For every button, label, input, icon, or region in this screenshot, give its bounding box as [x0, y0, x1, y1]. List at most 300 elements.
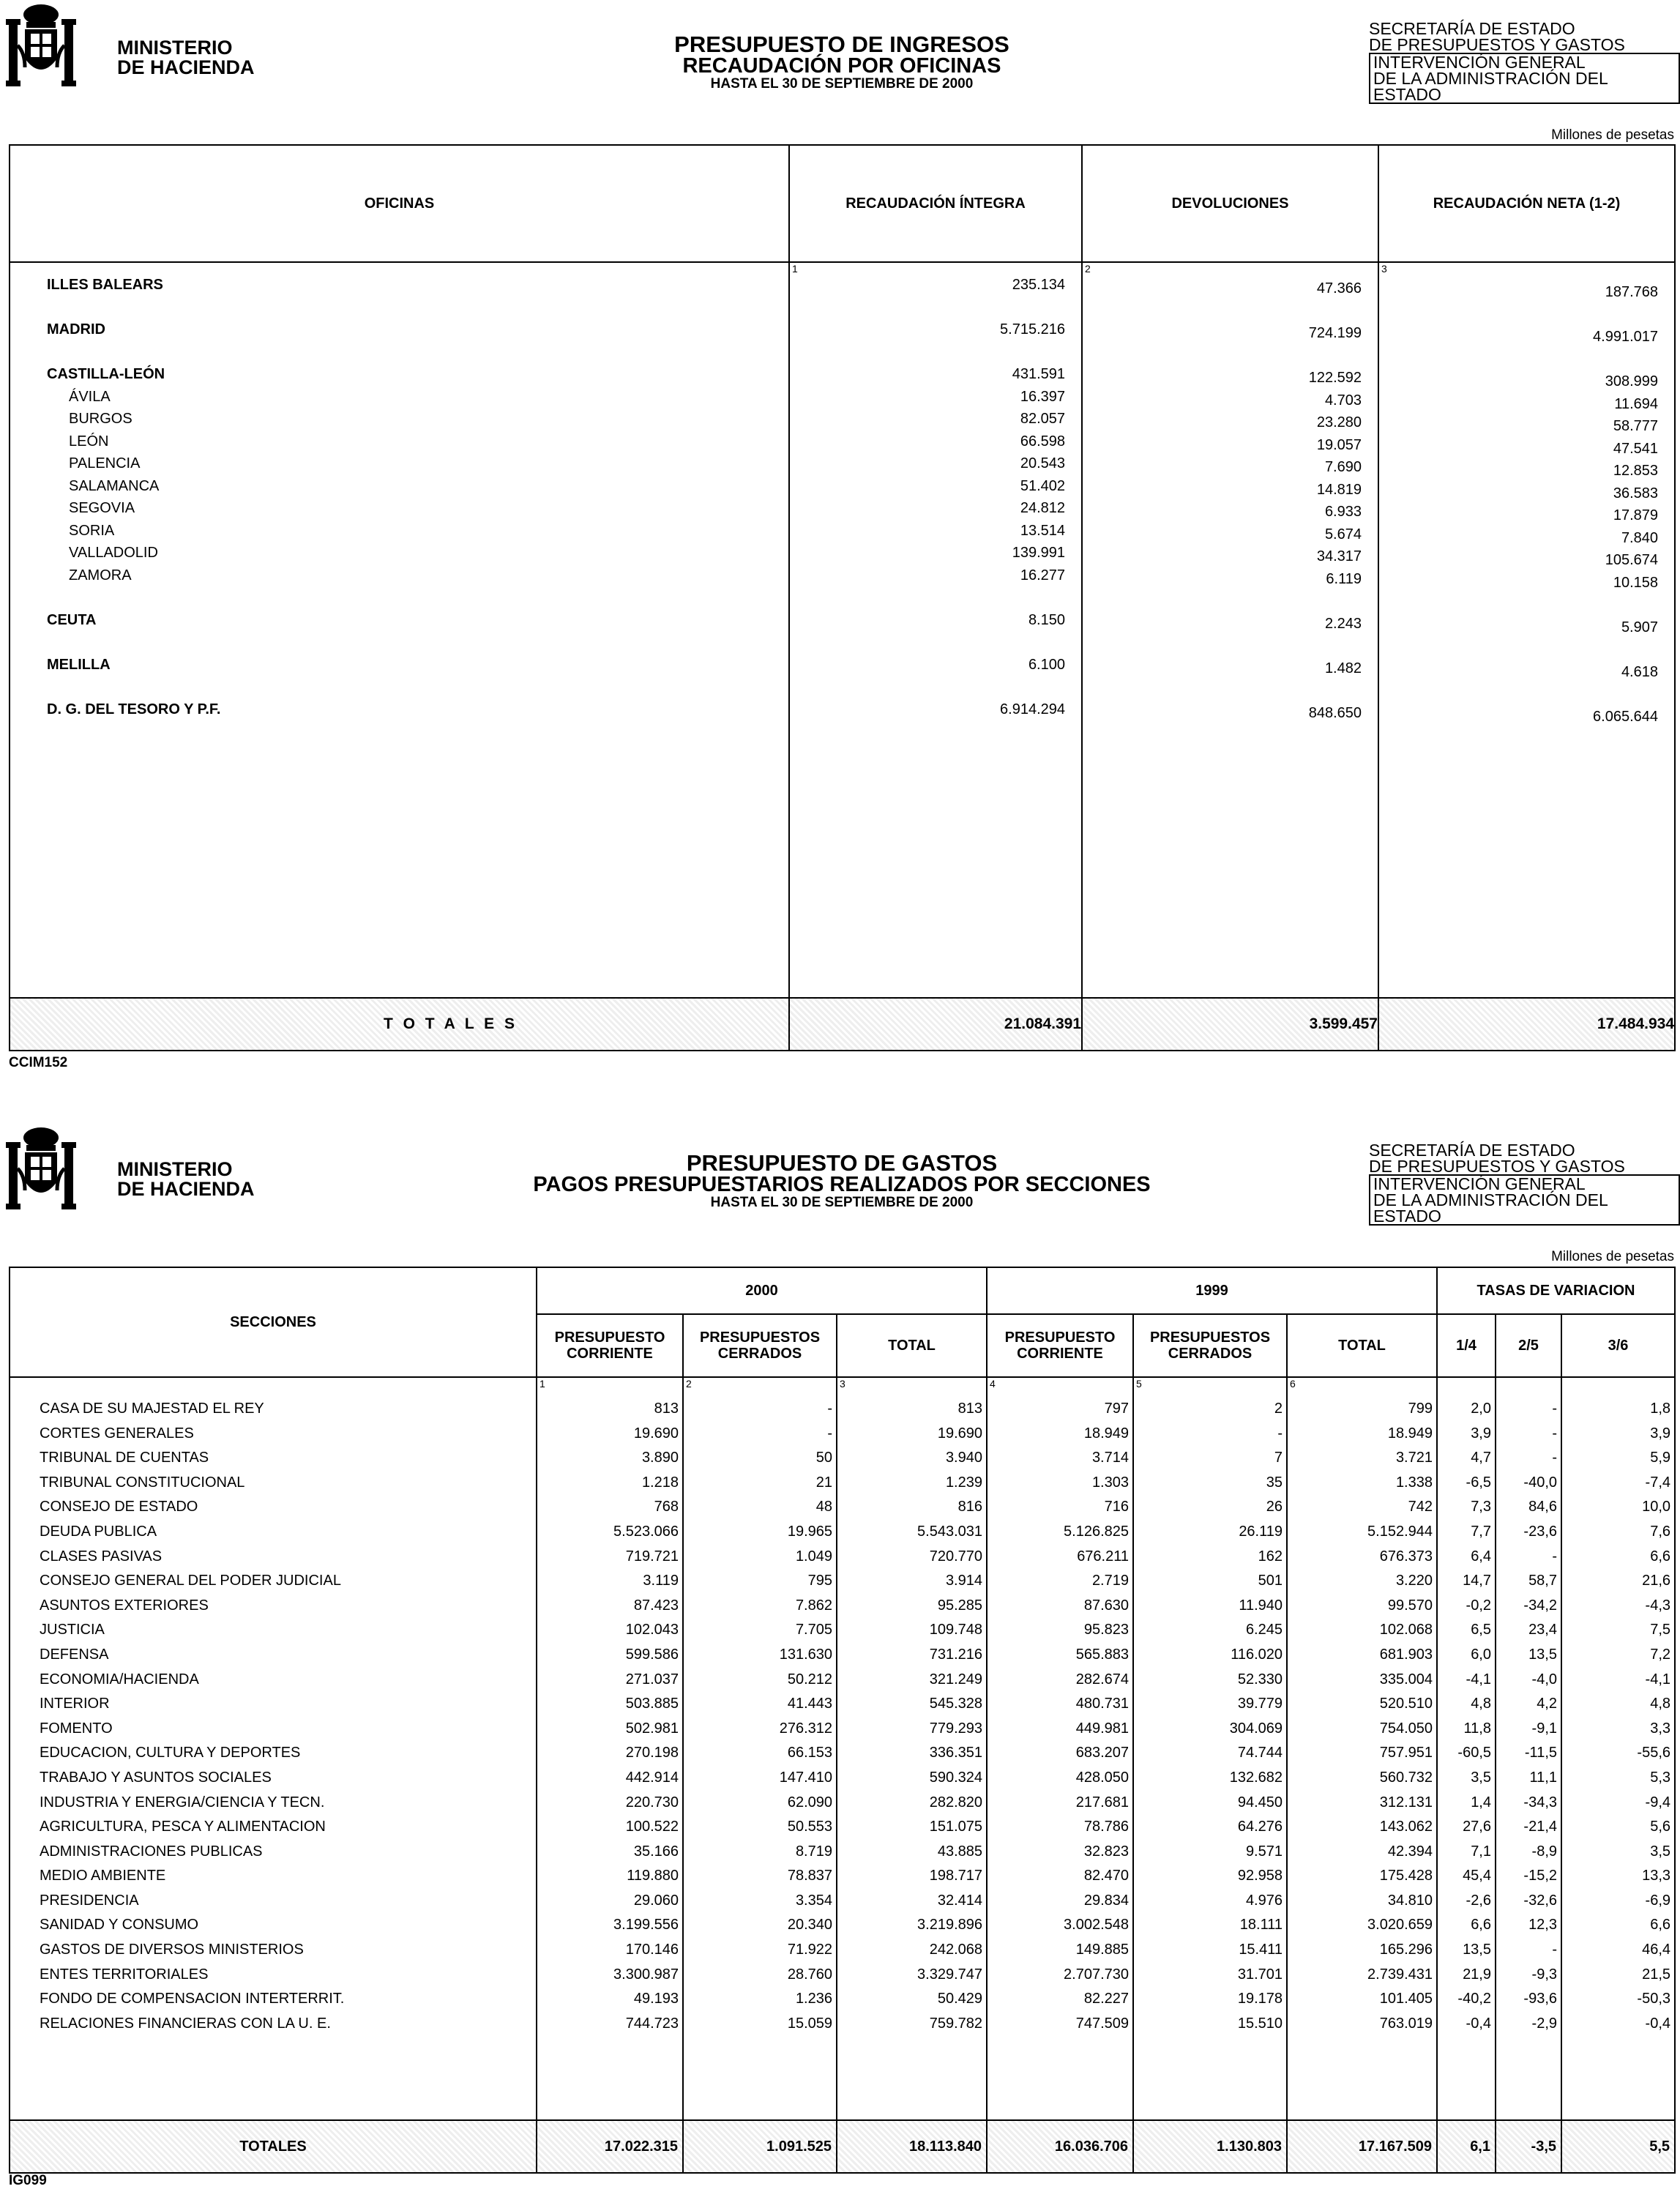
oficina-value: 4.618 — [1621, 663, 1658, 680]
seccion-value: 11,1 — [1529, 1769, 1557, 1786]
seccion-value: 3.354 — [795, 1892, 832, 1909]
seccion-value: 132.682 — [1229, 1769, 1283, 1786]
seccion-value: 78.837 — [787, 1868, 832, 1884]
seccion-value: 2,0 — [1471, 1401, 1491, 1417]
seccion-value: 449.981 — [1075, 1720, 1129, 1737]
seccion-value: 282.820 — [929, 1794, 982, 1811]
seccion-value: -0,2 — [1466, 1597, 1491, 1614]
oficina-value: 431.591 — [1012, 366, 1065, 382]
seccion-value: 7.862 — [795, 1597, 832, 1614]
seccion-value: 48 — [815, 1499, 832, 1515]
seccion-value: 151.075 — [929, 1819, 982, 1835]
seccion-name: CONSEJO DE ESTADO — [40, 1499, 198, 1515]
seccion-value: 321.249 — [929, 1671, 982, 1688]
seccion-value: 3.199.556 — [613, 1917, 679, 1933]
seccion-value: 78.786 — [1083, 1819, 1129, 1835]
seccion-value: 719.721 — [625, 1548, 679, 1565]
seccion-value: 3.890 — [641, 1450, 679, 1466]
report2-names-list — [10, 1397, 536, 2036]
colnum-1: 1 — [792, 263, 798, 275]
seccion-value: 50.212 — [787, 1671, 832, 1688]
coat-of-arms-icon — [4, 1125, 78, 1214]
seccion-value: -9,4 — [1645, 1794, 1671, 1811]
oficina-name: ZAMORA — [69, 567, 132, 583]
seccion-value: 3,9 — [1650, 1425, 1671, 1442]
seccion-name: SANIDAD Y CONSUMO — [40, 1917, 199, 1933]
oficina-name: SALAMANCA — [69, 477, 160, 494]
seccion-value: 3.002.548 — [1064, 1917, 1129, 1933]
seccion-value: 731.216 — [929, 1646, 982, 1663]
seccion-value: 119.880 — [627, 1868, 679, 1884]
seccion-value: 28.760 — [787, 1966, 832, 1983]
oficina-value: 47.541 — [1613, 440, 1658, 457]
report2-title: PRESUPUESTO DE GASTOS — [686, 1150, 998, 1176]
oficina-value: 1.482 — [1324, 660, 1362, 676]
seccion-value: 29.834 — [1083, 1892, 1129, 1909]
intervencion-line-2: DE LA ADMINISTRACIÓN DEL ESTADO — [1373, 1190, 1608, 1226]
seccion-value: 759.782 — [929, 2015, 982, 2032]
seccion-value: 18.949 — [1083, 1425, 1129, 1442]
report1-names-list — [10, 263, 788, 720]
seccion-value: 545.328 — [929, 1696, 982, 1712]
seccion-value: 35 — [1266, 1474, 1283, 1491]
report1-agency — [1369, 20, 1680, 104]
report2-total-2: 1.091.525 — [683, 2120, 837, 2173]
seccion-value: 102.043 — [625, 1622, 679, 1638]
seccion-value: 58,7 — [1528, 1573, 1557, 1589]
seccion-value: 39.779 — [1237, 1696, 1283, 1712]
seccion-value: -6,9 — [1645, 1892, 1671, 1909]
intervencion-line-1: INTERVENCIÓN GENERAL — [1373, 1174, 1586, 1193]
seccion-value: 742 — [1408, 1499, 1433, 1515]
report2-col3-values — [837, 1397, 986, 2036]
report2-total-1: 17.022.315 — [537, 2120, 683, 2173]
oficina-name: ILLES BALEARS — [47, 277, 163, 293]
seccion-value: 5,6 — [1650, 1819, 1671, 1835]
seccion-name: INDUSTRIA Y ENERGIA/CIENCIA Y TECN. — [40, 1794, 325, 1811]
oficina-value: 5.907 — [1621, 619, 1658, 635]
report2-rate14-cell — [1437, 1377, 1496, 2120]
report2-rate14-values — [1438, 1397, 1495, 2036]
spacer — [47, 586, 788, 609]
seccion-value: 3.300.987 — [613, 1966, 679, 1983]
seccion-value: 7 — [1274, 1450, 1283, 1466]
report1-total-integra: 21.084.391 — [789, 998, 1082, 1051]
seccion-value: 7.705 — [795, 1622, 832, 1638]
seccion-value: 747.509 — [1075, 2015, 1129, 2032]
seccion-name: FONDO DE COMPENSACION INTERTERRIT. — [40, 1991, 345, 2007]
seccion-value: 71.922 — [787, 1942, 832, 1958]
seccion-value: 100.522 — [625, 1819, 679, 1835]
seccion-value: 1,4 — [1471, 1794, 1491, 1811]
seccion-value: 34.810 — [1387, 1892, 1433, 1909]
seccion-value: 813 — [654, 1401, 679, 1417]
oficina-value: 34.317 — [1316, 548, 1362, 564]
seccion-value: 4,7 — [1471, 1450, 1491, 1466]
seccion-value: 763.019 — [1379, 2015, 1433, 2032]
seccion-value: 95.285 — [937, 1597, 982, 1614]
seccion-value: 62.090 — [787, 1794, 832, 1811]
seccion-value: 35.166 — [633, 1843, 679, 1860]
seccion-name: TRIBUNAL CONSTITUCIONAL — [40, 1474, 245, 1491]
report1-header-row — [10, 145, 1675, 262]
seccion-value: 676.211 — [1077, 1548, 1129, 1565]
intervencion-line-1: INTERVENCIÓN GENERAL — [1373, 53, 1586, 72]
seccion-value: 12,3 — [1528, 1917, 1557, 1933]
seccion-value: 757.951 — [1379, 1745, 1433, 1761]
oficina-value: 4.703 — [1324, 392, 1362, 409]
seccion-value: -9,1 — [1531, 1720, 1557, 1737]
report2-names-cell — [10, 1377, 537, 2120]
oficina-value: 13.514 — [1020, 522, 1065, 539]
coat-of-arms-icon — [4, 1, 78, 91]
seccion-value: 74.744 — [1237, 1745, 1283, 1761]
oficina-name: MADRID — [47, 321, 105, 338]
oficina-name: CASTILLA-LEÓN — [47, 366, 165, 382]
oficina-value: 8.150 — [1028, 611, 1065, 628]
seccion-value: - — [827, 1425, 832, 1442]
seccion-value: -7,4 — [1645, 1474, 1671, 1491]
seccion-value: -4,0 — [1531, 1671, 1557, 1688]
oficina-value: 6.119 — [1326, 570, 1362, 587]
seccion-value: -32,6 — [1523, 1892, 1557, 1909]
report2-total-6: 17.167.509 — [1287, 2120, 1437, 2173]
col-group-tasas: TASAS DE VARIACION — [1437, 1267, 1675, 1314]
seccion-value: 19.965 — [787, 1523, 832, 1540]
report2-units: Millones de pesetas — [1551, 1249, 1674, 1264]
seccion-value: 66.153 — [787, 1745, 832, 1761]
col-2000-presupuestos-cerrados: PRESUPUESTOS CERRADOS — [683, 1314, 837, 1377]
report2-table — [9, 1267, 1676, 2174]
seccion-value: 3.219.896 — [917, 1917, 982, 1933]
report2-total-rate25: -3,5 — [1496, 2120, 1561, 2173]
seccion-value: 1,8 — [1650, 1401, 1671, 1417]
report1-totals-label: T O T A L E S — [10, 998, 789, 1051]
report2-col6-cell — [1287, 1377, 1437, 2120]
col-oficinas: OFICINAS — [10, 145, 789, 262]
secretaria-line-1: SECRETARÍA DE ESTADO — [1369, 19, 1575, 38]
seccion-name: TRIBUNAL DE CUENTAS — [40, 1450, 209, 1466]
seccion-name: FOMENTO — [40, 1720, 113, 1737]
report1-total-devoluciones: 3.599.457 — [1082, 998, 1378, 1051]
seccion-value: 147.410 — [779, 1769, 832, 1786]
oficina-value: 5.715.216 — [1000, 321, 1065, 338]
seccion-name: ECONOMIA/HACIENDA — [40, 1671, 199, 1688]
report2-total-5: 1.130.803 — [1133, 2120, 1287, 2173]
seccion-value: 27,6 — [1463, 1819, 1491, 1835]
report1-date: HASTA EL 30 DE SEPTIEMBRE DE 2000 — [710, 76, 974, 92]
seccion-value: 32.823 — [1083, 1843, 1129, 1860]
col-secciones: SECCIONES — [10, 1267, 537, 1377]
report1-title: PRESUPUESTO DE INGRESOS — [674, 31, 1009, 57]
oficina-value: 6.065.644 — [1593, 708, 1658, 725]
seccion-value: 6,4 — [1471, 1548, 1491, 1565]
seccion-value: 95.823 — [1083, 1622, 1129, 1638]
seccion-value: 2 — [1274, 1401, 1283, 1417]
report2-agency — [1369, 1142, 1680, 1226]
seccion-value: 282.674 — [1075, 1671, 1129, 1688]
seccion-value: 21,9 — [1463, 1966, 1491, 1983]
seccion-value: 49.193 — [633, 1991, 679, 2007]
seccion-value: -55,6 — [1637, 1745, 1671, 1761]
oficina-value: 82.057 — [1020, 411, 1065, 427]
seccion-value: 242.068 — [929, 1942, 982, 1958]
seccion-value: 7,6 — [1650, 1523, 1671, 1540]
report1-subtitle: RECAUDACIÓN POR OFICINAS — [682, 54, 1001, 78]
seccion-value: 26 — [1266, 1499, 1283, 1515]
ministry-name — [117, 38, 255, 78]
seccion-value: 15.059 — [787, 2015, 832, 2032]
seccion-value: - — [1552, 1401, 1557, 1417]
report1-col3-cell — [1378, 262, 1675, 998]
seccion-value: 3,9 — [1471, 1425, 1491, 1442]
oficina-value: 6.933 — [1324, 504, 1362, 520]
seccion-value: 45,4 — [1463, 1868, 1491, 1884]
oficina-value: 58.777 — [1613, 418, 1658, 434]
report2-rate36-values — [1562, 1397, 1674, 2036]
seccion-value: 7,1 — [1471, 1843, 1491, 1860]
seccion-value: 7,3 — [1471, 1499, 1491, 1515]
seccion-value: 335.004 — [1379, 1671, 1433, 1688]
colnum-1: 1 — [540, 1378, 545, 1390]
colnum-3: 3 — [1381, 263, 1387, 275]
oficina-value: 47.366 — [1316, 280, 1362, 297]
colnum-3: 3 — [840, 1378, 845, 1390]
spacer — [790, 341, 1065, 364]
seccion-name: TRABAJO Y ASUNTOS SOCIALES — [40, 1769, 272, 1786]
seccion-name: ADMINISTRACIONES PUBLICAS — [40, 1843, 263, 1860]
col-devoluciones: DEVOLUCIONES — [1082, 145, 1378, 262]
report1-units: Millones de pesetas — [1551, 127, 1674, 143]
seccion-value: 6,5 — [1471, 1622, 1491, 1638]
intervencion-line-2: DE LA ADMINISTRACIÓN DEL ESTADO — [1373, 69, 1608, 104]
seccion-value: 15.510 — [1237, 2015, 1283, 2032]
seccion-value: - — [1277, 1425, 1283, 1442]
report2-rate36-cell — [1561, 1377, 1675, 2120]
col-rate-3-6: 3/6 — [1561, 1314, 1675, 1377]
seccion-value: 149.885 — [1075, 1942, 1129, 1958]
seccion-value: -50,3 — [1637, 1991, 1671, 2007]
intervencion-box — [1369, 53, 1680, 104]
seccion-value: 336.351 — [929, 1745, 982, 1761]
seccion-value: 19.690 — [937, 1425, 982, 1442]
seccion-name: CLASES PASIVAS — [40, 1548, 163, 1565]
colnum-2: 2 — [1085, 263, 1091, 275]
oficina-value: 11.694 — [1614, 395, 1658, 412]
oficina-value: 12.853 — [1613, 463, 1658, 479]
seccion-value: 87.630 — [1083, 1597, 1129, 1614]
seccion-value: 3.020.659 — [1367, 1917, 1433, 1933]
seccion-value: - — [1552, 1450, 1557, 1466]
spacer — [1083, 635, 1362, 657]
seccion-value: 3.940 — [945, 1450, 982, 1466]
seccion-value: 813 — [957, 1401, 982, 1417]
seccion-value: 3.119 — [643, 1573, 679, 1589]
seccion-value: 99.570 — [1387, 1597, 1433, 1614]
report2-header-row-1 — [10, 1267, 1675, 1314]
oficina-name: VALLADOLID — [69, 545, 158, 561]
seccion-value: 143.062 — [1379, 1819, 1433, 1835]
seccion-value: 4,8 — [1471, 1696, 1491, 1712]
oficina-value: 122.592 — [1308, 370, 1362, 386]
ministry-line-2: DE HACIENDA — [117, 1178, 255, 1200]
seccion-value: 5.152.944 — [1367, 1523, 1433, 1540]
oficina-value: 105.674 — [1605, 552, 1658, 568]
ministry-name-2 — [117, 1160, 255, 1199]
oficina-name: ÁVILA — [69, 388, 111, 405]
seccion-value: 1.049 — [795, 1548, 832, 1565]
ministry-line-1: MINISTERIO — [117, 37, 233, 59]
seccion-value: 799 — [1408, 1401, 1433, 1417]
report1-col1-cell — [789, 262, 1082, 998]
seccion-value: 3.721 — [1395, 1450, 1433, 1466]
seccion-value: -34,3 — [1523, 1794, 1557, 1811]
spacer — [1083, 345, 1362, 368]
oficina-name: D. G. DEL TESORO Y P.F. — [47, 701, 221, 717]
col-rate-2-5: 2/5 — [1496, 1314, 1561, 1377]
spacer — [47, 631, 788, 654]
seccion-name: RELACIONES FINANCIERAS CON LA U. E. — [40, 2015, 331, 2032]
report2-subtitle: PAGOS PRESUPUESTARIOS REALIZADOS POR SECCIONES — [533, 1173, 1151, 1196]
report1-totals-row — [10, 998, 1675, 1051]
seccion-value: 4,8 — [1650, 1696, 1671, 1712]
seccion-value: 1.236 — [795, 1991, 832, 2007]
seccion-value: 5,9 — [1650, 1450, 1671, 1466]
seccion-name: INTERIOR — [40, 1696, 110, 1712]
seccion-value: -40,2 — [1457, 1991, 1491, 2007]
seccion-value: 565.883 — [1075, 1646, 1129, 1663]
col-group-2000: 2000 — [537, 1267, 987, 1314]
oficina-value: 10.158 — [1613, 574, 1658, 591]
report2-col2-cell — [683, 1377, 837, 2120]
seccion-value: 14,7 — [1463, 1573, 1491, 1589]
ministry-line-1: MINISTERIO — [117, 1158, 233, 1180]
intervencion-box — [1369, 1174, 1680, 1226]
col-2000-presupuesto-corriente: PRESUPUESTO CORRIENTE — [537, 1314, 683, 1377]
seccion-value: 46,4 — [1642, 1942, 1671, 1958]
seccion-value: 50 — [815, 1450, 832, 1466]
seccion-name: AGRICULTURA, PESCA Y ALIMENTACION — [40, 1819, 326, 1835]
col-2000-total: TOTAL — [837, 1314, 987, 1377]
oficina-value: 187.768 — [1605, 284, 1658, 300]
seccion-value: 7,7 — [1471, 1523, 1491, 1540]
oficina-value: 235.134 — [1012, 277, 1065, 293]
seccion-value: 42.394 — [1387, 1843, 1433, 1860]
seccion-value: 32.414 — [937, 1892, 982, 1909]
seccion-name: ENTES TERRITORIALES — [40, 1966, 209, 1983]
seccion-value: 428.050 — [1075, 1769, 1129, 1786]
oficina-name: LEÓN — [69, 433, 109, 450]
seccion-value: 41.443 — [787, 1696, 832, 1712]
seccion-value: 9.571 — [1245, 1843, 1283, 1860]
oficina-name: SORIA — [69, 522, 115, 539]
oficina-name: SEGOVIA — [69, 500, 135, 516]
seccion-value: 29.060 — [633, 1892, 679, 1909]
seccion-value: 7,5 — [1650, 1622, 1671, 1638]
seccion-value: 312.131 — [1379, 1794, 1433, 1811]
report1-table — [9, 144, 1676, 1051]
seccion-value: 6.245 — [1245, 1622, 1283, 1638]
seccion-name: EDUCACION, CULTURA Y DEPORTES — [40, 1745, 301, 1761]
report1-total-neta: 17.484.934 — [1378, 998, 1675, 1051]
seccion-value: -2,9 — [1531, 2015, 1557, 2032]
report1-col2-values — [1083, 263, 1378, 724]
report2-totals-label: TOTALES — [10, 2120, 537, 2173]
col-recaudacion-integra: RECAUDACIÓN ÍNTEGRA — [789, 145, 1082, 262]
seccion-value: 170.146 — [625, 1942, 679, 1958]
oficina-value: 36.583 — [1613, 485, 1658, 501]
seccion-value: 165.296 — [1379, 1942, 1433, 1958]
seccion-value: - — [827, 1401, 832, 1417]
seccion-value: -0,4 — [1645, 2015, 1671, 2032]
seccion-value: 3,5 — [1471, 1769, 1491, 1786]
seccion-value: 271.037 — [625, 1671, 679, 1688]
report1-code: CCIM152 — [9, 1055, 68, 1070]
seccion-value: 3,3 — [1650, 1720, 1671, 1737]
seccion-value: 6,6 — [1471, 1917, 1491, 1933]
seccion-value: 3.914 — [945, 1573, 982, 1589]
seccion-value: -34,2 — [1523, 1597, 1557, 1614]
seccion-value: 276.312 — [779, 1720, 832, 1737]
seccion-value: 7,2 — [1650, 1646, 1671, 1663]
seccion-name: DEFENSA — [40, 1646, 109, 1663]
report2-col3-cell — [837, 1377, 987, 2120]
report1-body-row — [10, 262, 1675, 998]
seccion-value: -0,4 — [1466, 2015, 1491, 2032]
seccion-value: 18.111 — [1239, 1917, 1283, 1933]
seccion-value: -15,2 — [1523, 1868, 1557, 1884]
col-recaudacion-neta: RECAUDACIÓN NETA (1-2) — [1378, 145, 1675, 262]
seccion-value: 304.069 — [1229, 1720, 1283, 1737]
oficina-name: BURGOS — [69, 411, 132, 427]
colnum-4: 4 — [990, 1378, 996, 1390]
report2-col2-values — [684, 1397, 836, 2036]
spacer — [1083, 300, 1362, 323]
report1-col3-values — [1379, 263, 1674, 728]
seccion-value: 217.681 — [1075, 1794, 1129, 1811]
seccion-name: CONSEJO GENERAL DEL PODER JUDICIAL — [40, 1573, 341, 1589]
seccion-value: -4,3 — [1645, 1597, 1671, 1614]
oficina-value: 24.812 — [1020, 500, 1065, 516]
secretaria-line-1: SECRETARÍA DE ESTADO — [1369, 1141, 1575, 1160]
spacer — [1083, 590, 1362, 613]
report2-title-block — [439, 1152, 1244, 1211]
spacer — [1379, 348, 1658, 371]
oficina-value: 724.199 — [1308, 325, 1362, 341]
seccion-value: 768 — [654, 1499, 679, 1515]
seccion-value: 220.730 — [625, 1794, 679, 1811]
oficina-value: 2.243 — [1324, 615, 1362, 632]
seccion-value: -4,1 — [1645, 1671, 1671, 1688]
seccion-value: 681.903 — [1379, 1646, 1433, 1663]
oficina-value: 20.543 — [1020, 455, 1065, 471]
seccion-value: 5,3 — [1650, 1769, 1671, 1786]
seccion-value: 720.770 — [929, 1548, 982, 1565]
oficina-value: 23.280 — [1316, 414, 1362, 430]
seccion-value: 23,4 — [1528, 1622, 1557, 1638]
seccion-value: 1.338 — [1395, 1474, 1433, 1491]
oficina-value: 848.650 — [1308, 704, 1362, 721]
seccion-value: 744.723 — [625, 2015, 679, 2032]
oficina-value: 6.100 — [1028, 656, 1065, 673]
seccion-value: 13,5 — [1463, 1942, 1491, 1958]
seccion-value: 502.981 — [625, 1720, 679, 1737]
seccion-value: - — [1552, 1425, 1557, 1442]
report2-body-row — [10, 1377, 1675, 2120]
report2-col4-cell — [987, 1377, 1133, 2120]
spacer — [47, 676, 788, 698]
seccion-value: 480.731 — [1075, 1696, 1129, 1712]
